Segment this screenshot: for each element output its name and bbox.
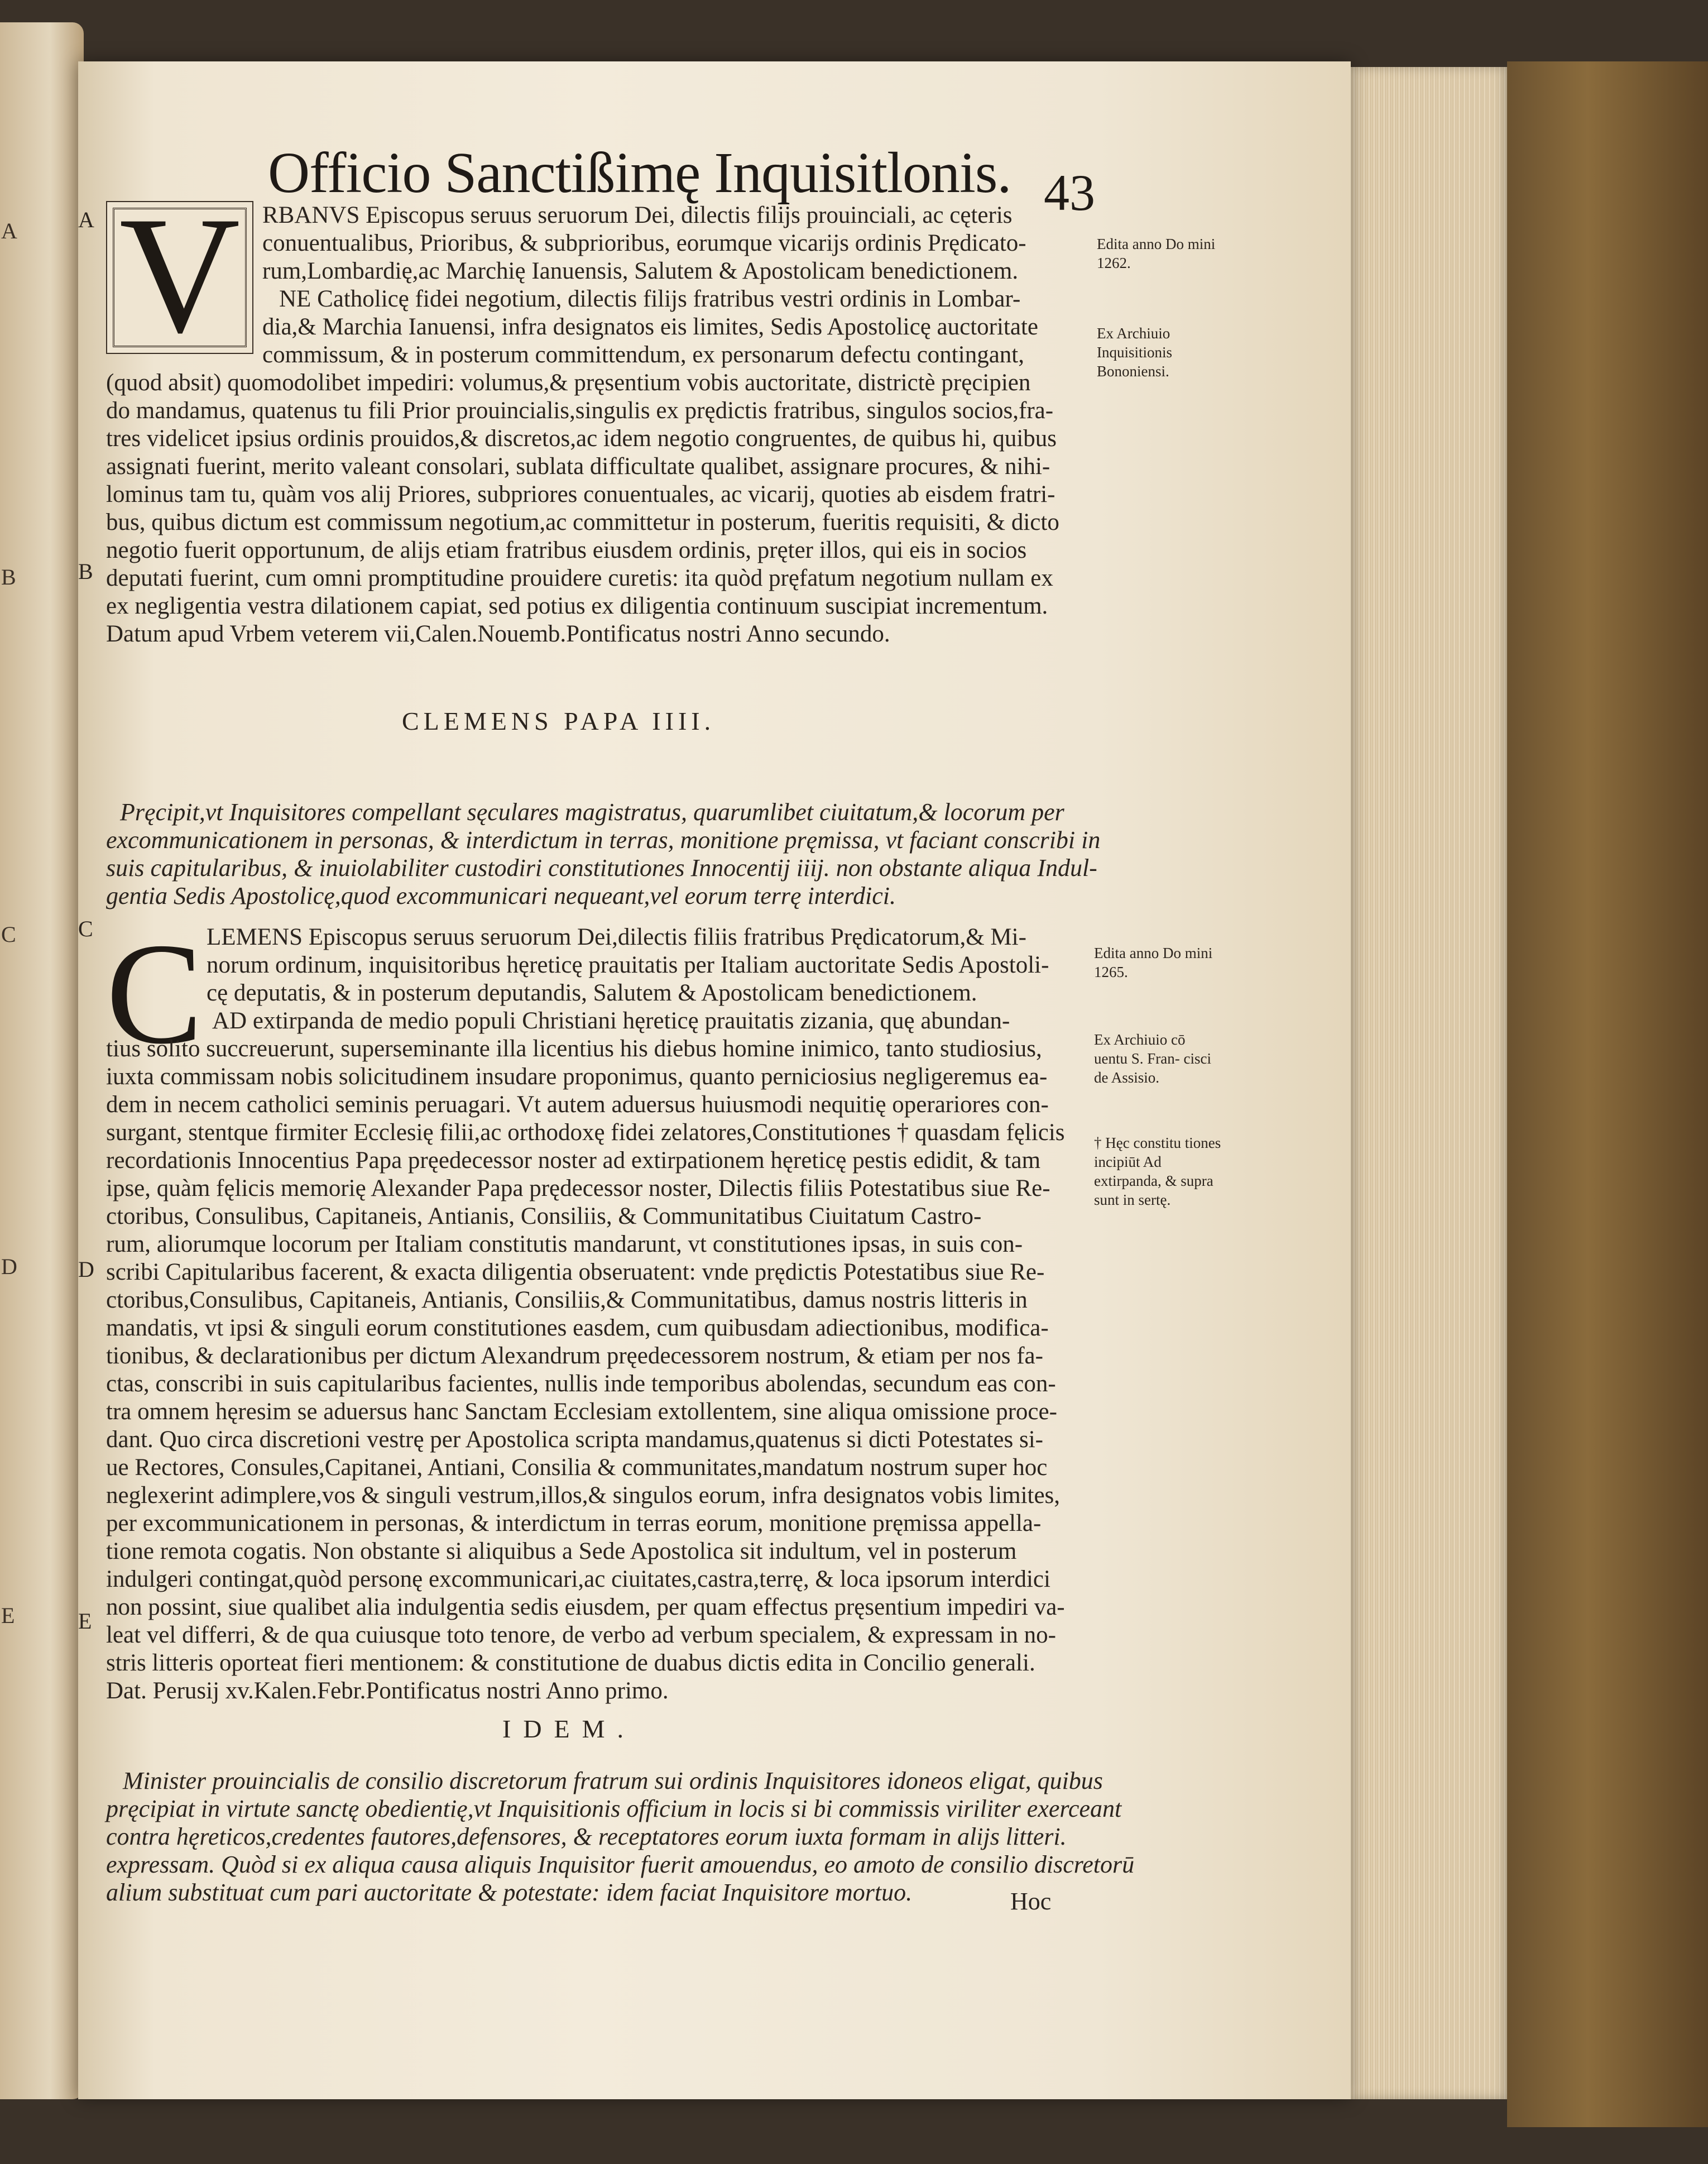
- facing-margin-letter: C: [1, 922, 16, 947]
- summary-line: Minister prouincialis de consilio discretorum fratrum sui ordinis Inquisitores idoneos eligat, quibus: [123, 1767, 1103, 1794]
- text-line: LEMENS Episcopus seruus seruorum Dei,dilectis filiis fratribus Prędicatorum,& Mi-: [207, 924, 1026, 950]
- summary-line: suis capitularibus, & inuiolabiliter custodiri constitutiones Innocentij iiij. non obstante aliqua Indul-: [106, 854, 1097, 882]
- margin-note: Edita anno Do mini 1265.: [1094, 945, 1213, 980]
- text-line: cę deputatis, & in posterum deputandis, Salutem & Apostolicam benedictionem.: [207, 980, 977, 1006]
- summary-line: Pręcipit,vt Inquisitores compellant sęculares magistratus, quarumlibet ciuitatum,& locorum per: [120, 798, 1064, 826]
- text-line: ex negligentia vestra dilationem capiat, sed potius ex diligentia continuum suscipiat incrementum.: [106, 593, 1048, 619]
- text-line: recordationis Innocentius Papa pręedecessor noster ad extirpationem hęreticę pestis edidit, & tam: [106, 1147, 1041, 1174]
- text-line: mandatis, vt ipsi & singuli eorum constitutiones easdem, cum quibusdam adiectionibus, modifica-: [106, 1315, 1049, 1341]
- text-line: tra omnem hęresim se aduersus hanc Sanctam Ecclesiam extollentem, sine aliqua omissione proce-: [106, 1399, 1057, 1425]
- text-line: NE Catholicę fidei negotium, dilectis filijs fratribus vestri ordinis in Lombar-: [279, 286, 1021, 312]
- text-line: tres videlicet ipsius ordinis prouidos,& discretos,ac idem negotio congruentes, de quibus hi, quibus: [106, 425, 1057, 452]
- text-line: dem in necem catholici seminis peruagari. Vt autem aduersus huiusmodi nequitię operariores con-: [106, 1091, 1049, 1118]
- decorated-initial: [106, 182, 253, 367]
- initial-letter: V: [119, 182, 241, 367]
- text-line: dia,& Marchia Ianuensi, infra designatos eis limites, Sedis Apostolicę auctoritate: [262, 314, 1038, 340]
- text-line: norum ordinum, inquisitoribus hęreticę prauitatis per Italiam auctoritate Sedis Apostoli-: [207, 952, 1049, 978]
- facing-margin-letter: A: [1, 218, 17, 243]
- summary-line: gentia Sedis Apostolicę,quod excommunicari nequeant,vel eorum terrę interdici.: [106, 882, 896, 909]
- text-line: indulgeri contingat,quòd personę excommunicari,ac ciuitates,castra,terrę, & loca ipsorum interdici: [106, 1566, 1050, 1592]
- text-line: ctoribus, Consulibus, Capitaneis, Antianis, Consiliis, & Communitatibus Ciuitatum Castro-: [106, 1203, 982, 1229]
- text-line: tione remota cogatis. Non obstante si aliquibus a Sede Apostolica sit indultum, vel in posterum: [106, 1538, 1017, 1564]
- running-head-title: Officio Sanctißimę Inquisitlonis.: [268, 141, 1011, 205]
- text-line: neglexerint adimplere,vos & singuli vestrum,illos,& singulos eorum, infra designatos vobis limites,: [106, 1482, 1061, 1509]
- section-heading: IDEM.: [502, 1715, 636, 1743]
- text-line: ctoribus,Consulibus, Capitaneis, Antianis, Consiliis,& Communitatibus, damus nostris litteris in: [106, 1287, 1028, 1313]
- section-letter: C: [78, 916, 93, 941]
- margin-note: Ex Archiuio cō uentu S. Fran- cisci de Assisio.: [1094, 1031, 1211, 1086]
- text-line: scribi Capitularibus facerent, & exacta diligentia obseruatent: vnde prędictis Potestatibus siue Re-: [106, 1259, 1045, 1285]
- text-line: rum, aliorumque locorum per Italiam constitutis mandarunt, vt constitutiones ipsas, in suis con-: [106, 1231, 1023, 1257]
- text-line: stris litteris oporteat fieri mentionem: & constitutione de duabus dictis edita in Concilio generali.: [106, 1650, 1035, 1676]
- facing-margin-letter: B: [1, 564, 16, 590]
- section-letter: E: [78, 1608, 92, 1634]
- text-line: ue Rectores, Consules,Capitanei, Antiani, Consilia & communitates,mandatum nostrum super hoc: [106, 1454, 1048, 1481]
- text-line: tionibus, & declarationibus per dictum Alexandrum pręedecessorem nostrum, & etiam per nos fa-: [106, 1343, 1043, 1369]
- text-line: per excommunicationem in personas, & interdictum in terras eorum, monitione pręmissa appella-: [106, 1510, 1042, 1536]
- text-line: conuentualibus, Prioribus, & subprioribus, eorumque vicarijs ordinis Prędicato-: [262, 230, 1026, 256]
- text-line: assignati fuerint, merito valeant consolari, sublata difficultate qualibet, assignare procures, & nihi-: [106, 453, 1050, 480]
- text-line: iuxta commissam nobis solicitudinem insudare proponimus, quanto perniciosius negligeremus ea-: [106, 1064, 1048, 1090]
- page-fore-edge: [1326, 67, 1510, 2099]
- text-line: Datum apud Vrbem veterem vii,Calen.Nouemb.Pontificatus nostri Anno secundo.: [106, 621, 890, 647]
- text-line: deputati fuerint, cum omni promptitudine prouidere curetis: ita quòd pręfatum negotium nullam ex: [106, 565, 1053, 591]
- text-line: lominus tam tu, quàm vos alij Priores, subpriores conuentuales, ac vicarij, quoties ab eisdem fratri-: [106, 481, 1055, 508]
- margin-note: † Hęc constitu tiones incipiūt Ad extirpanda, & supra sunt in sertę.: [1094, 1134, 1221, 1208]
- text-line: RBANVS Episcopus seruus seruorum Dei, dilectis filijs prouinciali, ac cęteris: [262, 202, 1013, 228]
- section-letter: D: [78, 1257, 94, 1282]
- text-line: ipse, quàm fęlicis memorię Alexander Papa prędecessor noster, Dilectis filiis Potestatibus siue Re-: [106, 1175, 1050, 1201]
- text-line: commissum, & in posterum committendum, ex personarum defectu contingant,: [262, 342, 1024, 368]
- text-line: Dat. Perusij xv.Kalen.Febr.Pontificatus nostri Anno primo.: [106, 1678, 669, 1704]
- text-line: negotio fuerit opportunum, de alijs etiam fratribus eiusdem ordinis, pręter illos, qui eis in socios: [106, 537, 1027, 563]
- facing-page-margin: [0, 0, 22, 2164]
- facing-margin-letter: E: [1, 1603, 15, 1628]
- section-letter: A: [78, 207, 94, 232]
- margin-note: Edita anno Do mini 1262.: [1097, 236, 1216, 271]
- section-letter: B: [78, 559, 93, 584]
- summary-line: expressam. Quòd si ex aliqua causa aliquis Inquisitor fuerit amouendus, eo amoto de consilio discretorū: [106, 1851, 1135, 1878]
- summary-line: excommunicationem in personas, & interdictum in terras, monitione pręmissa, vt faciant conscribi in: [106, 826, 1101, 854]
- margin-note: Ex Archiuio Inquisitionis Bononiensi.: [1097, 325, 1173, 380]
- text-line: tius solito succreuerunt, superseminante illa licentius his diebus homine inimico, tanto studiosius,: [106, 1036, 1042, 1062]
- text-line: rum,Lombardię,ac Marchię Ianuensis, Salutem & Apostolicam benedictionem.: [262, 258, 1019, 284]
- summary-line: alium substituat cum pari auctoritate & potestate: idem faciat Inquisitore mortuo.: [106, 1879, 913, 1906]
- text-line: non possint, siue qualibet alia indulgentia sedis eiusdem, per quam effectus pręsentium impediri va-: [106, 1594, 1065, 1620]
- section-heading: CLEMENS PAPA IIII.: [402, 707, 716, 735]
- text-line: dant. Quo circa discretioni vestrę per Apostolica scripta mandamus,quatenus si dicti Potestates si-: [106, 1426, 1043, 1453]
- summary-line: contra hęreticos,credentes fautores,defensores, & receptatores eorum iuxta formam in alijs litteri.: [106, 1823, 1067, 1850]
- initial-letter: C: [106, 913, 203, 1074]
- text-line: do mandamus, quatenus tu fili Prior prouincialis,singulis ex prędictis fratribus, singulos socios,fra-: [106, 398, 1054, 424]
- page-number: 43: [1044, 164, 1095, 221]
- text-line: (quod absit) quomodolibet impediri: volumus,& pręsentium vobis auctoritate, districtè pręcipien: [106, 370, 1031, 396]
- text-line: bus, quibus dictum est commissum negotium,ac committetur in posterum, fueritis requisiti, & dicto: [106, 509, 1059, 535]
- book-binding: [1507, 61, 1708, 2127]
- facing-margin-letter: D: [1, 1254, 17, 1279]
- text-line: surgant, stentque firmiter Ecclesię filii,ac orthodoxę fidei zelatores,Constitutiones † quasdam fęlicis: [106, 1119, 1065, 1146]
- text-line: leat vel differri, & de qua cuiusque toto tenore, de verbo ad verbum specialem, & expressam in no-: [106, 1622, 1056, 1648]
- text-line: ctas, conscribi in suis capitularibus facientes, nullis inde temporibus abolendas, secundum eas con-: [106, 1371, 1056, 1397]
- summary-line: pręcipiat in virtute sanctę obedientię,vt Inquisitionis officium in locis si bi commissis viriliter exerceant: [106, 1795, 1122, 1822]
- catch-word: Hoc: [1010, 1888, 1052, 1915]
- text-line: AD extirpanda de medio populi Christiani hęreticę prauitatis zizania, quę abundan-: [212, 1008, 1010, 1034]
